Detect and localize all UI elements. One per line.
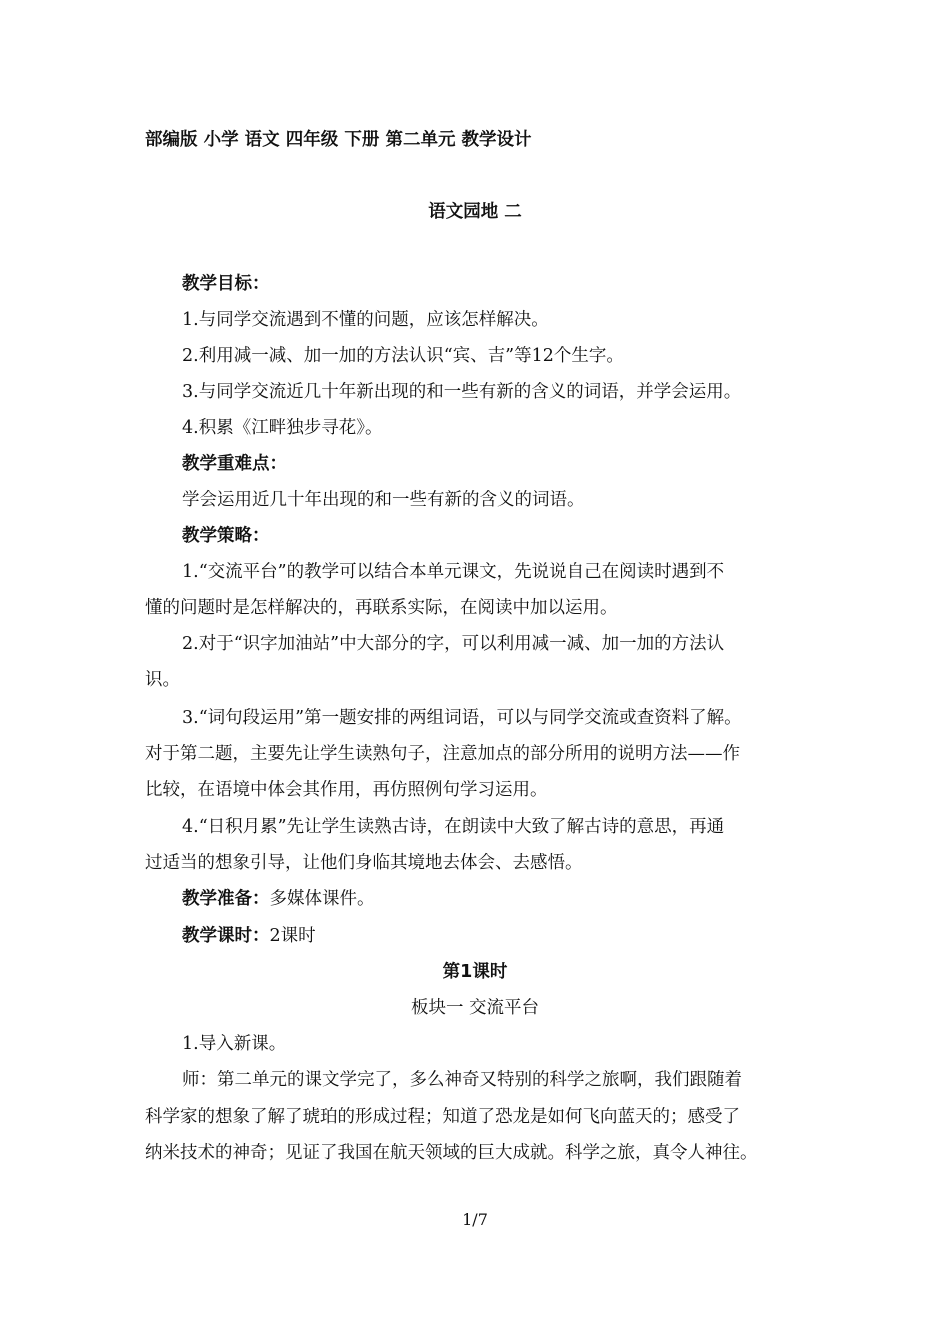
goals-heading: 教学目标： [182,274,270,294]
strategy-line: 1.“交流平台”的教学可以结合本单元课文，先说说自己在阅读时遇到不 [182,562,725,582]
lesson-paragraph-line: 科学家的想象了解了琥珀的形成过程；知道了恐龙是如何飞向蓝天的；感受了 [145,1107,740,1127]
hours-value: 2课时 [269,926,316,946]
page-title: 语文园地 二 [428,202,522,222]
difficulty-text: 学会运用近几十年出现的和一些有新的含义的词语。 [182,490,585,510]
strategy-line: 比较，在语境中体会其作用，再仿照例句学习运用。 [145,780,548,800]
lesson-paragraph-line: 师：第二单元的课文学完了，多么神奇又特别的科学之旅啊，我们跟随着 [182,1070,742,1090]
strategy-line: 3.“词句段运用”第一题安排的两组词语，可以与同学交流或查资料了解。 [182,708,742,728]
strategy-heading: 教学策略： [182,526,270,546]
prep-label: 教学准备： [182,889,270,909]
goal-item: 1.与同学交流遇到不懂的问题，应该怎样解决。 [182,310,549,330]
document-header: 部编版 小学 语文 四年级 下册 第二单元 教学设计 [145,130,532,150]
lesson-paragraph-line: 纳米技术的神奇；见证了我国在航天领域的巨大成就。科学之旅，真令人神往。 [145,1143,758,1163]
strategy-line: 2.对于“识字加油站”中大部分的字，可以利用减一减、加一加的方法认 [182,634,725,654]
prep-value: 多媒体课件。 [269,889,375,909]
strategy-line: 识。 [145,670,180,690]
strategy-line: 过适当的想象引导，让他们身临其境地去体会、去感悟。 [145,853,583,873]
goal-item: 3.与同学交流近几十年新出现的和一些有新的含义的词语，并学会运用。 [182,382,742,402]
strategy-line: 对于第二题，主要先让学生读熟句子，注意加点的部分所用的说明方法——作 [145,744,740,764]
difficulty-heading: 教学重难点： [182,454,287,474]
prep-row [182,887,375,911]
block-title: 板块一 交流平台 [410,998,540,1018]
hours-row [182,924,316,948]
strategy-line: 懂的问题时是怎样解决的，再联系实际，在阅读中加以运用。 [145,598,618,618]
strategy-line: 4.“日积月累”先让学生读熟古诗，在朗读中大致了解古诗的意思，再通 [182,817,725,837]
lesson-step: 1.导入新课。 [182,1034,287,1054]
lesson-title: 第1课时 [442,962,508,982]
hours-label: 教学课时： [182,926,270,946]
page-number: 1/7 [462,1210,488,1229]
goal-item: 4.积累《江畔独步寻花》。 [182,418,383,438]
goal-item: 2.利用减一减、加一加的方法认识“宾、吉”等12个生字。 [182,346,624,366]
